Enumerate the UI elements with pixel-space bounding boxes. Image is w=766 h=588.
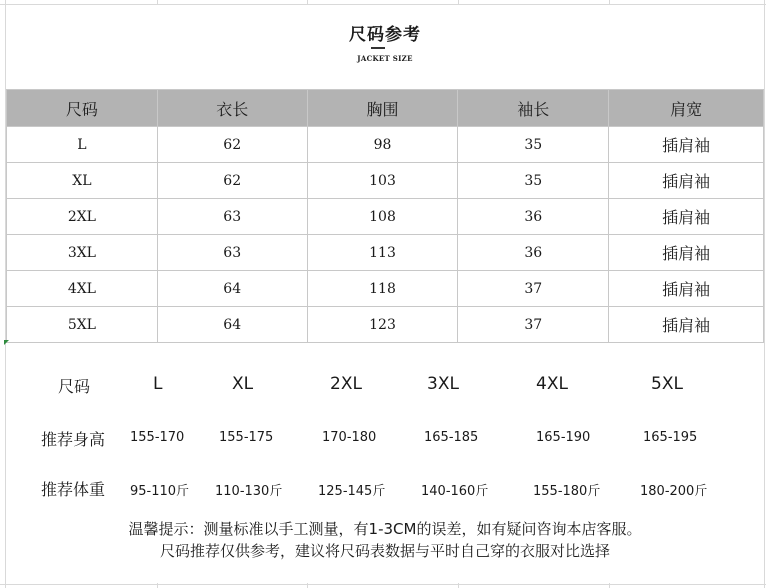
recommend-height: 165-195 <box>643 430 698 445</box>
cell-length: 63 <box>157 235 307 271</box>
cell-chest: 98 <box>307 127 458 163</box>
table-header-row <box>7 90 764 127</box>
recommendation-section <box>6 346 764 526</box>
recommend-weight: 155-180斤 <box>533 484 601 499</box>
table-row <box>7 127 764 163</box>
cell-shoulder: 插肩袖 <box>609 271 764 307</box>
cell-sleeve: 35 <box>458 163 609 199</box>
cell-sleeve: 37 <box>458 271 609 307</box>
cell-sleeve: 36 <box>458 235 609 271</box>
size-chart-sheet <box>6 5 764 583</box>
recommend-height-label: 推荐身高 <box>41 430 106 449</box>
recommend-size: XL <box>232 374 254 394</box>
recommend-weight-row <box>6 477 764 507</box>
recommend-weight: 110-130斤 <box>215 484 283 499</box>
recommend-height: 165-185 <box>424 430 479 445</box>
recommend-height: 165-190 <box>536 430 591 445</box>
cell-sleeve: 35 <box>458 127 609 163</box>
recommend-height: 155-170 <box>130 430 185 445</box>
header-length: 衣长 <box>157 90 307 127</box>
cell-size: L <box>7 127 158 163</box>
cell-chest: 123 <box>307 307 458 343</box>
table-row <box>7 163 764 199</box>
table-row <box>7 307 764 343</box>
cell-size: 4XL <box>7 271 158 307</box>
header-chest: 胸围 <box>307 90 458 127</box>
table-row <box>7 235 764 271</box>
grid-line <box>764 0 765 588</box>
title-block <box>6 5 764 89</box>
cell-size: XL <box>7 163 158 199</box>
cell-length: 64 <box>157 307 307 343</box>
notice-line-1: 温馨提示：测量标准以手工测量，有1-3CM的误差，如有疑问咨询本店客服。 <box>128 520 642 538</box>
cell-length: 62 <box>157 163 307 199</box>
cell-length: 64 <box>157 271 307 307</box>
cell-shoulder: 插肩袖 <box>609 199 764 235</box>
grid-line <box>0 584 766 585</box>
recommend-size-label: 尺码 <box>58 377 91 396</box>
header-sleeve: 袖长 <box>458 90 609 127</box>
size-table <box>6 89 764 343</box>
cell-chest: 103 <box>307 163 458 199</box>
cell-size: 5XL <box>7 307 158 343</box>
cell-size: 2XL <box>7 199 158 235</box>
recommend-height: 155-175 <box>219 430 274 445</box>
recommend-weight: 180-200斤 <box>640 484 708 499</box>
header-size: 尺码 <box>7 90 158 127</box>
cell-chest: 118 <box>307 271 458 307</box>
cell-chest: 108 <box>307 199 458 235</box>
table-row <box>7 199 764 235</box>
chart-subtitle: JACKET SIZE <box>357 54 413 63</box>
recommend-weight: 125-145斤 <box>318 484 386 499</box>
recommend-size: L <box>153 374 163 394</box>
recommend-height: 170-180 <box>322 430 377 445</box>
cell-sleeve: 36 <box>458 199 609 235</box>
header-shoulder: 肩宽 <box>609 90 764 127</box>
recommend-weight: 140-160斤 <box>421 484 489 499</box>
notice-line-2: 尺码推荐仅供参考，建议将尺码表数据与平时自己穿的衣服对比选择 <box>159 542 610 560</box>
cell-length: 63 <box>157 199 307 235</box>
cell-shoulder: 插肩袖 <box>609 127 764 163</box>
cell-size: 3XL <box>7 235 158 271</box>
recommend-weight-label: 推荐体重 <box>41 480 106 499</box>
recommend-size: 3XL <box>427 374 459 394</box>
recommend-weight: 95-110斤 <box>130 484 190 499</box>
recommend-size: 5XL <box>651 374 683 394</box>
cell-length: 62 <box>157 127 307 163</box>
recommend-size: 4XL <box>536 374 568 394</box>
cell-chest: 113 <box>307 235 458 271</box>
cell-comment-marker <box>4 340 9 345</box>
title-underline <box>371 47 385 49</box>
table-row <box>7 271 764 307</box>
cell-sleeve: 37 <box>458 307 609 343</box>
recommend-height-row <box>6 427 764 457</box>
cell-shoulder: 插肩袖 <box>609 163 764 199</box>
cell-shoulder: 插肩袖 <box>609 235 764 271</box>
recommend-size-row <box>6 374 764 404</box>
recommend-size: 2XL <box>330 374 362 394</box>
cell-shoulder: 插肩袖 <box>609 307 764 343</box>
chart-title: 尺码参考 <box>349 25 421 45</box>
